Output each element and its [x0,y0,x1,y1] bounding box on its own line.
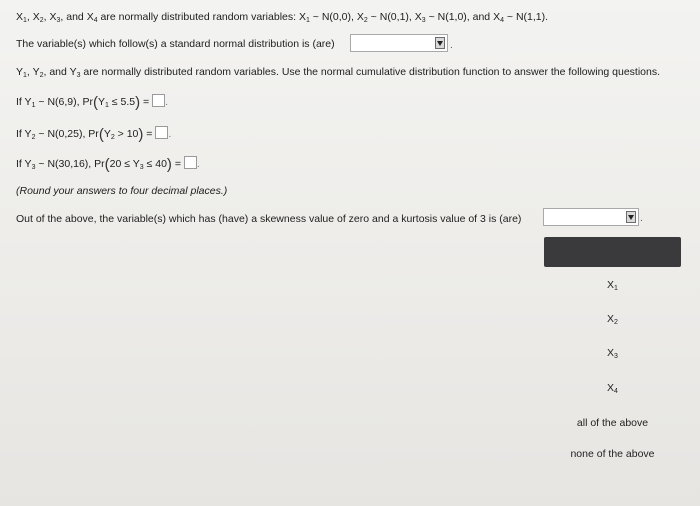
y2-answer-input[interactable] [155,126,168,139]
y3-text: If Y [16,158,32,170]
y1-sub: 1 [104,102,109,109]
y1-text: If Y [16,96,32,108]
option-sub: 3 [614,353,618,360]
period-mark: . [450,40,453,51]
option-label: X [607,279,615,291]
right-paren: ) [166,156,172,173]
option-label: X [607,313,615,325]
intro-text: , X [26,11,40,23]
y3-text: ~ N(30,16), Pr [35,158,105,170]
y2-sub: 2 [110,134,115,141]
skewness-kurtosis-select[interactable] [543,208,639,226]
intro-text: ~ N(0,0), X [309,11,364,23]
q2-text: Y [16,66,24,78]
intro-sub: 2 [363,17,368,24]
y3-text: 20 ≤ Y [109,158,140,170]
intro-text: , and X [60,11,94,23]
intro-text: are normally distributed random variables: X [97,11,306,23]
option-sub: 4 [614,388,618,395]
y2-text: > 10 [114,128,139,140]
option-label: X [607,382,615,394]
y2-text: = [143,128,156,140]
left-paren: ( [104,156,110,173]
intro-sub: 1 [305,17,310,24]
q2-sub: 3 [76,72,81,79]
option-none-of-the-above[interactable]: none of the above [570,448,655,460]
period-mark: . [640,213,643,224]
y3-sub: 3 [139,164,144,171]
dropdown-selected-row[interactable] [544,237,681,267]
y1-text: = [140,96,153,108]
y1-text: ≤ 5.5 [108,96,136,108]
intro-text: ~ N(1,1). [503,11,549,23]
option-sub: 1 [614,285,618,292]
left-paren: ( [92,94,98,111]
y2-question [16,126,171,143]
intro-text: ~ N(0,1), X [367,11,422,23]
option-label: X [607,347,615,359]
option-x1[interactable] [544,279,681,292]
y1-text: Y [97,96,105,108]
y1-answer-input[interactable] [152,94,165,107]
intro-sub: 1 [23,17,27,24]
period-mark: . [165,96,168,108]
intro-sub: 4 [93,17,98,24]
right-paren: ) [135,94,141,111]
option-all-of-the-above[interactable]: all of the above [576,417,649,429]
intro-sub: 4 [500,17,504,24]
question-3-text: Out of the above, the variable(s) which has (have) a skewness value of zero and a kurtosis value of 3 is (are) [16,213,522,225]
intro-text: , X [43,11,57,23]
intro-sub: 2 [39,17,44,24]
y3-text: ≤ 40 [143,158,167,170]
y1-question [16,94,168,111]
period-mark: . [196,158,200,170]
option-x3[interactable] [544,347,681,360]
y3-sub: 3 [31,164,36,171]
intro-text: X [16,11,24,23]
q2-text: , and Y [43,66,77,78]
q2-sub: 1 [23,72,27,79]
rounding-note: (Round your answers to four decimal places.) [16,185,228,197]
y1-text: ~ N(6,9), Pr [35,96,93,108]
y1-sub: 1 [31,102,36,109]
option-x2[interactable] [544,313,681,326]
y2-text: ~ N(0,25), Pr [35,128,99,140]
y2-text: Y [103,128,111,140]
question-2-text [16,66,660,79]
right-paren: ) [138,126,144,143]
chevron-down-icon [435,37,445,49]
option-x4[interactable] [544,382,681,395]
intro-line [16,11,548,24]
intro-sub: 3 [56,17,61,24]
y2-sub: 2 [31,134,36,141]
intro-sub: 3 [421,17,426,24]
q2-sub: 2 [39,72,44,79]
y3-question [16,156,200,173]
intro-text: ~ N(1,0), and X [425,11,501,23]
y3-answer-input[interactable] [184,156,197,169]
period-mark: . [168,128,172,140]
standard-normal-select[interactable] [350,34,448,52]
y2-text: If Y [16,128,32,140]
left-paren: ( [98,126,104,143]
q2-text: are normally distributed random variables. Use the normal cumulative distribution function to answer the following questions. [80,66,661,78]
chevron-down-icon [626,211,636,223]
y3-text: = [171,158,184,170]
q2-text: , Y [26,66,40,78]
dropdown-list [544,237,681,477]
question-1-text: The variable(s) which follow(s) a standard normal distribution is (are) [16,38,335,50]
option-sub: 2 [614,319,618,326]
